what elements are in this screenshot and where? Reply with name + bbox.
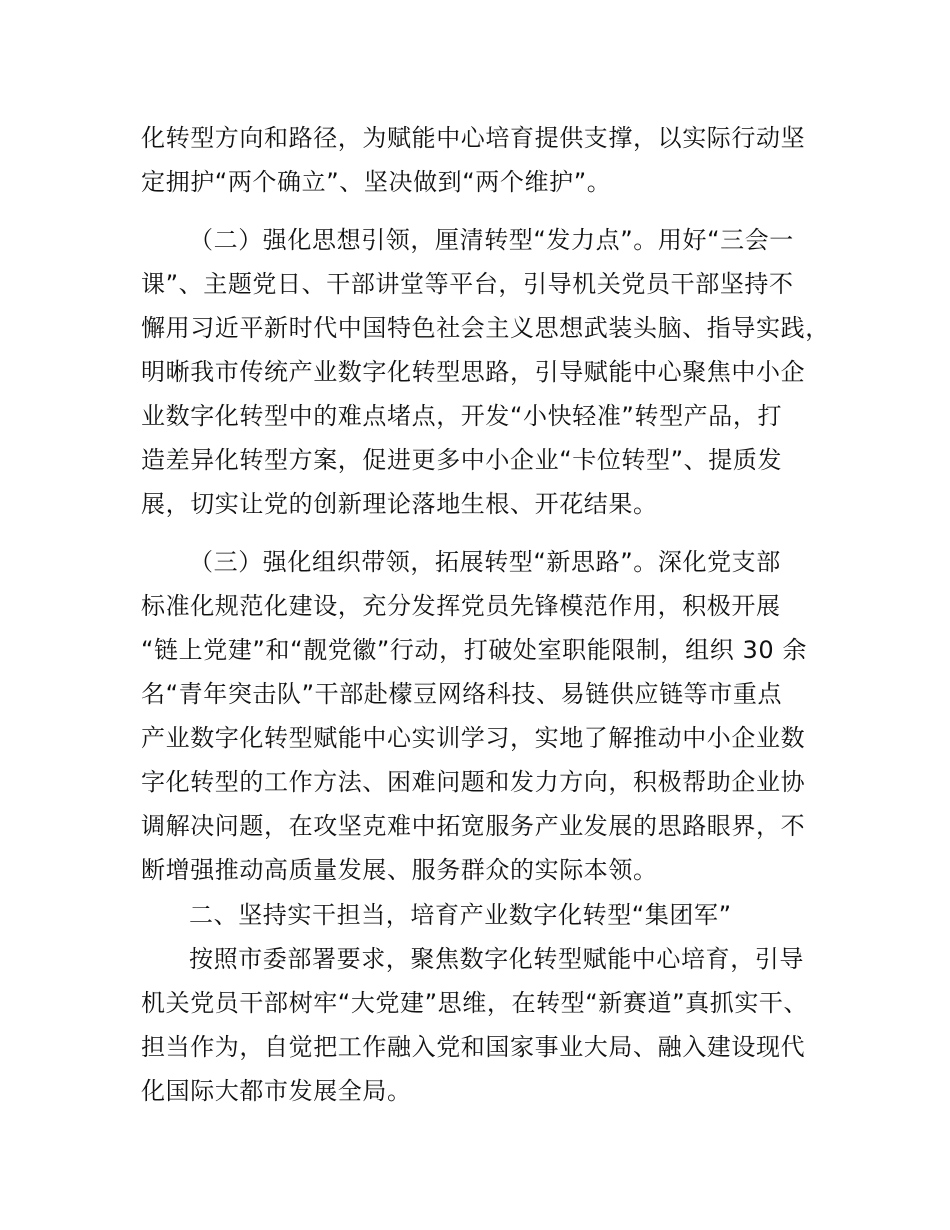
- text-line: 字化转型的工作方法、困难问题和发力方向，积极帮助企业协: [141, 768, 806, 796]
- text-line: 产业数字化转型赋能中心实训学习，实地了解推动中小企业数: [141, 724, 806, 752]
- text-line: 机关党员干部树牢“大党建”思维，在转型“新赛道”真抓实干、: [141, 989, 809, 1017]
- text-line: 标准化规范化建设，充分发挥党员先锋模范作用，积极开展: [141, 592, 781, 620]
- section-3-first-line: （三）强化组织带领，拓展转型“新思路”。深化党支部: [189, 548, 781, 576]
- text-line: “链上党建”和“靓党徽”行动，打破处室职能限制，组织 30 余: [141, 636, 808, 664]
- text-line: 化转型方向和路径，为赋能中心培育提供支撑，以实际行动坚: [141, 124, 806, 152]
- section-2-first-line: （二）强化思想引领，厘清转型“发力点”。用好“三会一: [189, 226, 794, 254]
- body-first-line: 按照市委部署要求，聚焦数字化转型赋能中心培育，引导: [189, 945, 804, 973]
- section-heading: 二、坚持实干担当，培育产业数字化转型“集团军”: [189, 901, 732, 929]
- text-line: 调解决问题，在攻坚克难中拓宽服务产业发展的思路眼界，不: [141, 812, 806, 840]
- text-line: 化国际大都市发展全局。: [141, 1077, 412, 1105]
- text-line: 断增强推动高质量发展、服务群众的实际本领。: [141, 856, 658, 884]
- text-line: 展，切实让党的创新理论落地生根、开花结果。: [141, 490, 658, 518]
- text-line: 业数字化转型中的难点堵点，开发“小快轻准”转型产品，打: [141, 402, 783, 430]
- text-line: 担当作为，自觉把工作融入党和国家事业大局、融入建设现代: [141, 1033, 806, 1061]
- text-line: 课”、主题党日、干部讲堂等平台，引导机关党员干部坚持不: [141, 270, 794, 298]
- text-line: 定拥护“两个确立”、坚决做到“两个维护”。: [141, 168, 612, 196]
- text-line: 明晰我市传统产业数字化转型思路，引导赋能中心聚焦中小企: [141, 358, 806, 386]
- text-line: 名“青年突击队”干部赴檬豆网络科技、易链供应链等市重点: [141, 680, 783, 708]
- text-line: 懈用习近平新时代中国特色社会主义思想武装头脑、指导实践，: [141, 314, 830, 342]
- text-line: 造差异化转型方案，促进更多中小企业“卡位转型”、提质发: [141, 446, 783, 474]
